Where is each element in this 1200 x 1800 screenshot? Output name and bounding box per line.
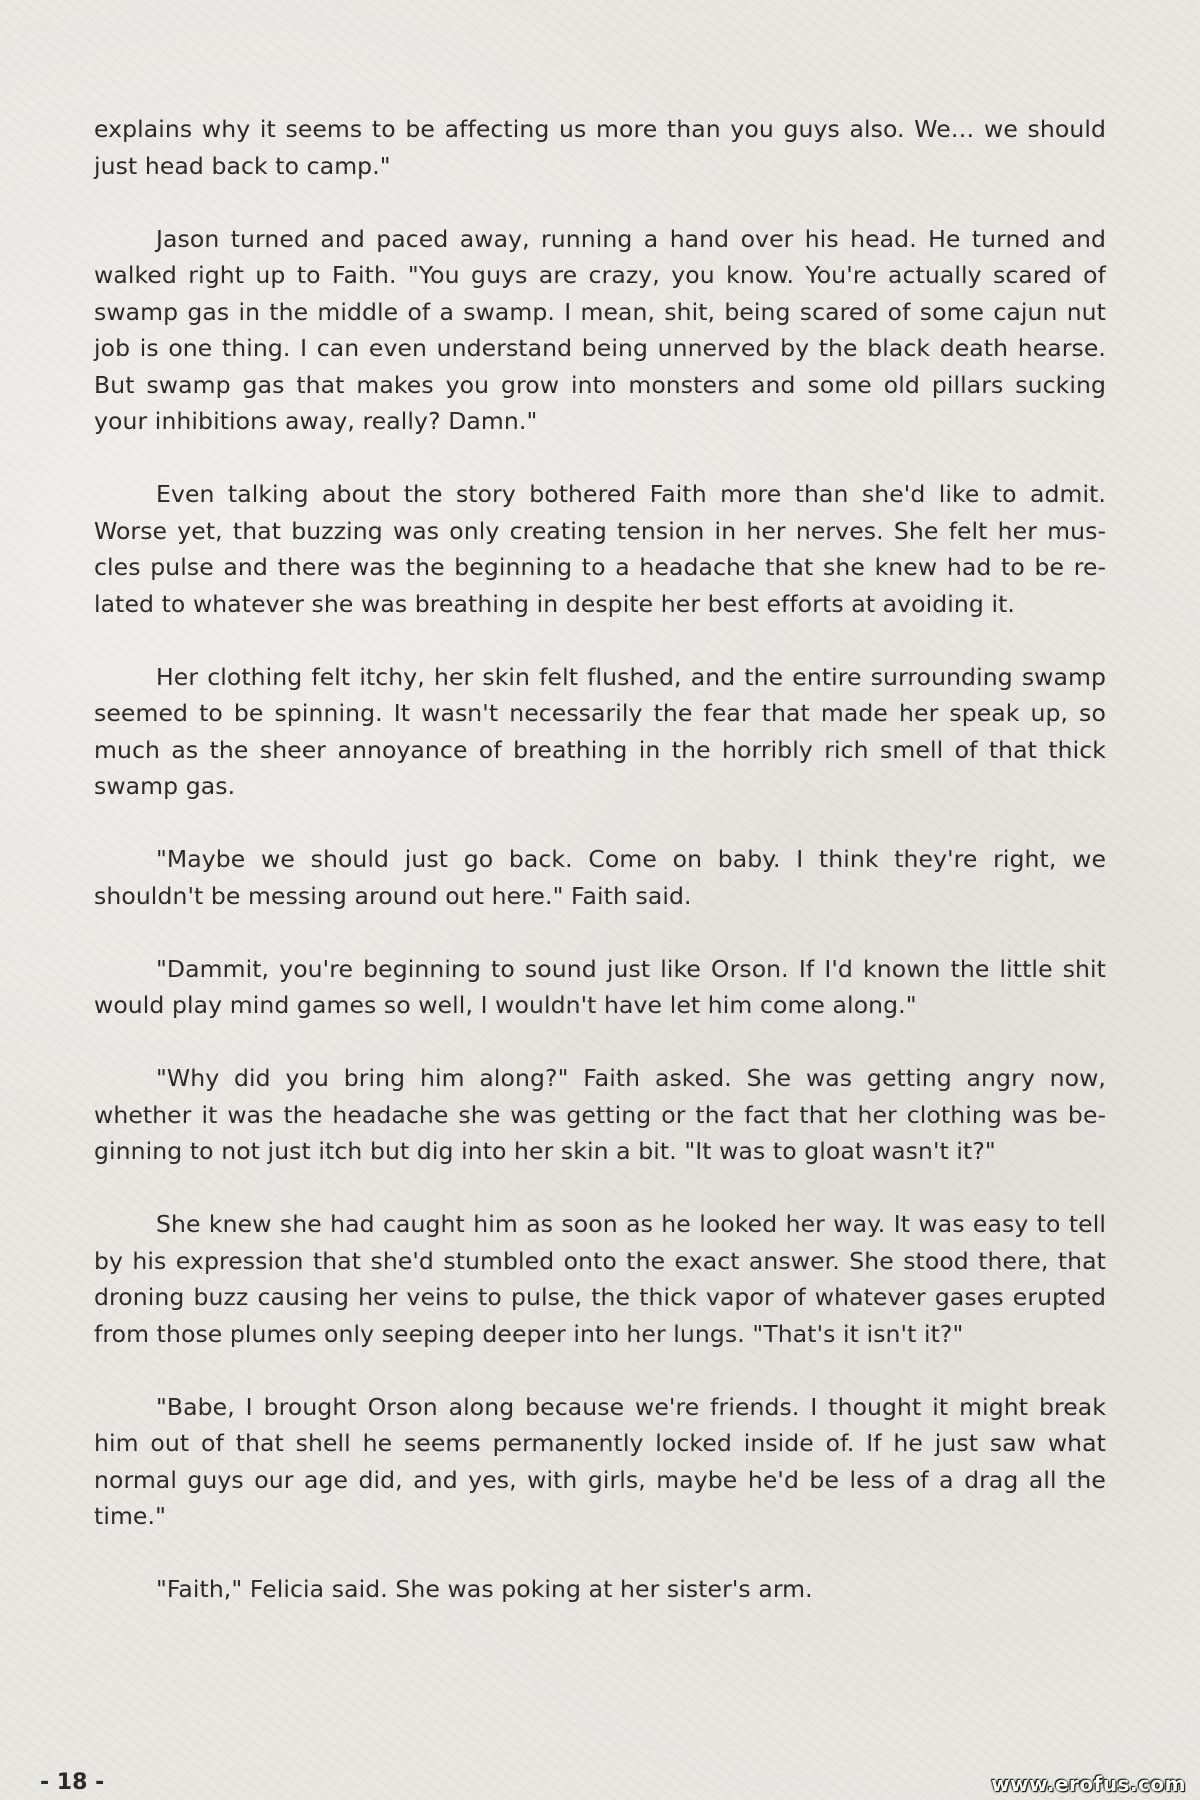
paragraph-4: Her clothing felt itchy, her skin felt flushed, and the entire surrounding swamp seemed to be spinning. It wasn't necessarily the fear that made her speak up, so much as the sheer annoyance of breathing in the horribly rich smell of that thick swamp gas. bbox=[94, 662, 1106, 800]
watermark: www.erofus.com bbox=[991, 1772, 1186, 1796]
paragraph-3: Even talking about the story bothered Faith more than she'd like to admit. Worse yet, that buzzing was only creating tension in her nerves. She felt her muscles pulse and there was the beginning to a headache that she knew had to be related to whatever she was breathing in despite her best efforts at avoiding it. bbox=[94, 480, 1106, 618]
paragraph-6: "Dammit, you're beginning to sound just like Orson. If I'd known the little shit would play mind games so well, I wouldn't have let him come along." bbox=[94, 954, 1106, 1019]
page-number: - 18 - bbox=[40, 1770, 105, 1795]
paragraph-5: "Maybe we should just go back. Come on baby. I think they're right, we shouldn't be messing around out here." Faith said. bbox=[94, 845, 1106, 910]
paragraph-9: "Babe, I brought Orson along because we're friends. I thought it might break him out of that shell he seems permanently locked inside of. If he just saw what normal guys our age did, and yes, with girls, maybe he'd be less of a drag all the time." bbox=[94, 1392, 1106, 1530]
paragraph-2: Jason turned and paced away, running a hand over his head. He turned and walked right up to Faith. "You guys are crazy, you know. You're actually scared of swamp gas in the middle of a swamp. I mean, shit, being scared of some cajun nut job is one thing. I can even understand being unnerved by the black death hearse. But swamp gas that makes you grow into monsters and some old pillars sucking your inhibitions away, really? Damn." bbox=[94, 224, 1106, 435]
page-body bbox=[94, 111, 1106, 1644]
paragraph-10: "Faith," Felicia said. She was poking at her sister's arm. bbox=[156, 1575, 813, 1603]
paragraph-8: She knew she had caught him as soon as he looked her way. It was easy to tell by his expression that she'd stumbled onto the exact answer. She stood there, that droning buzz causing her veins to pulse, the thick vapor of whatever gases erupted from those plumes only seeping deeper into her lungs. "That's it isn't it?" bbox=[94, 1210, 1106, 1348]
paragraph-7: "Why did you bring him along?" Faith asked. She was getting angry now, whether it was the headache she was getting or the fact that her clothing was beginning to not just itch but dig into her skin a bit. "It was to gloat wasn't it?" bbox=[94, 1064, 1106, 1165]
paragraph-1: explains why it seems to be affecting us more than you guys also. We… we should just head back to camp." bbox=[94, 115, 1106, 180]
